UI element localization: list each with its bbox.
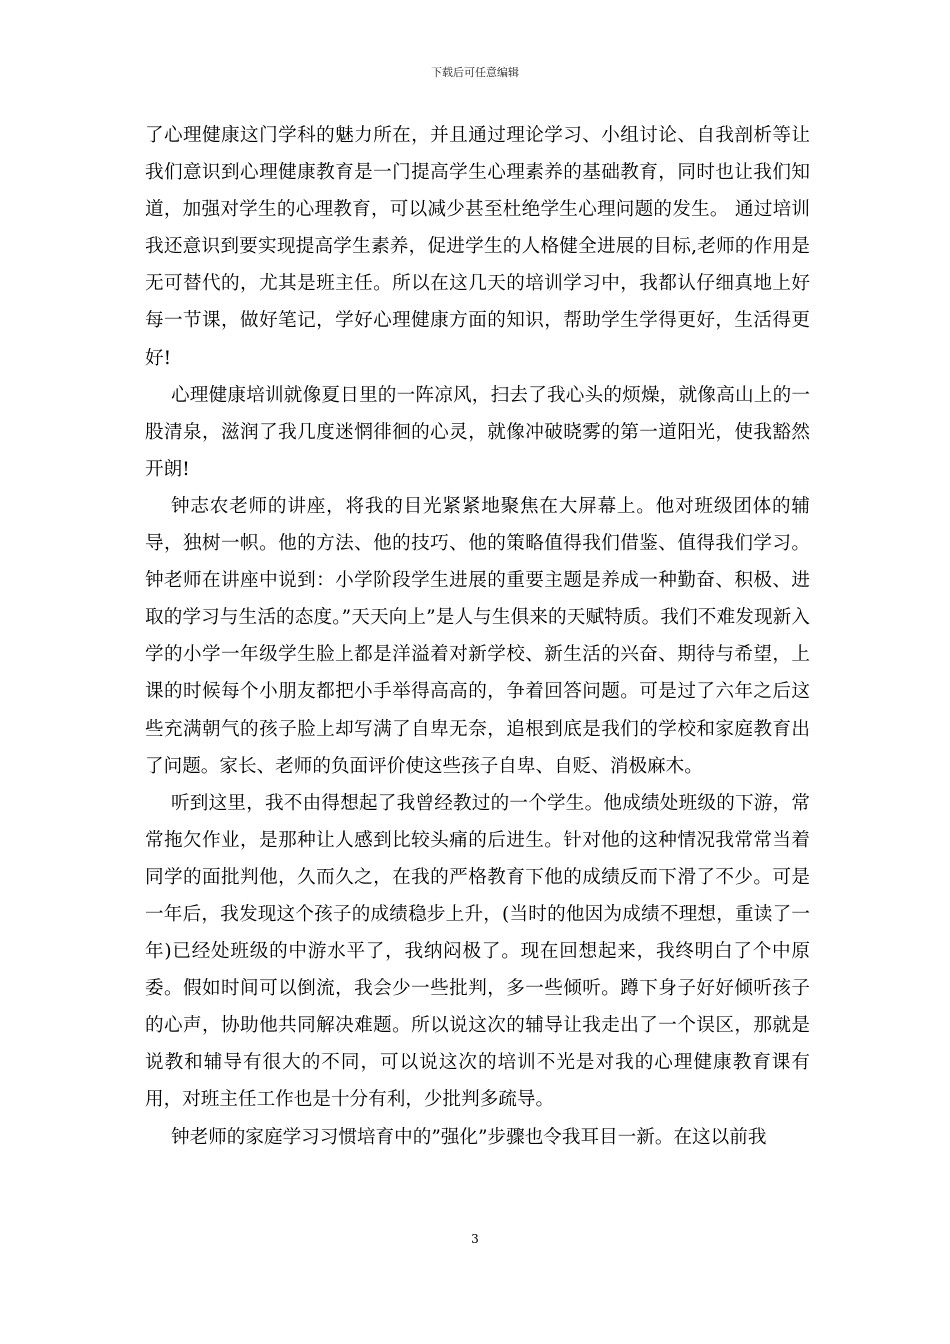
paragraph-4: 听到这里，我不由得想起了我曾经教过的一个学生。他成绩处班级的下游，常常拖欠作业，是那种让人感到比较头痛的后进生。针对他的这种情况我常常当着同学的面批判他，久而久之，在我的严格教育下他的成绩反而下滑了不少。可是一年后，我发现这个孩子的成绩稳步上升，(当时的他因为成绩不理想，重读了一年)已经处班级的中游水平了，我纳闷极了。现在回想起来，我终明白了个中原委。假如时间可以倒流，我会少一些批判，多一些倾听。蹲下身子好好倾听孩子的心声，协助他共同解决难题。所以说这次的辅导让我走出了一个误区，那就是说教和辅导有很大的不同，可以说这次的培训不光是对我的心理健康教育课有用，对班主任工作也是十分有利，少批判多疏导。 — [145, 792, 810, 1111]
paragraph-2: 心理健康培训就像夏日里的一阵凉风，扫去了我心头的烦燥，就像高山上的一股清泉，滋润了我几度迷惘徘徊的心灵，就像冲破晓雾的第一道阳光，使我豁然开朗! — [145, 384, 810, 480]
body-text — [145, 117, 810, 1156]
paragraph-5: 钟老师的家庭学习习惯培育中的”强化”步骤也令我耳目一新。在这以前我 — [171, 1126, 767, 1148]
page-number: 3 — [471, 1232, 479, 1246]
paragraph-3: 钟志农老师的讲座，将我的目光紧紧地聚焦在大屏幕上。他对班级团体的辅导，独树一帜。他的方法、他的技巧、他的策略值得我们借鉴、值得我们学习。钟老师在讲座中说到：小学阶段学生进展的重要主题是养成一种勤奋、积极、进取的学习与生活的态度。”天天向上”是人与生俱来的天赋特质。我们不难发现新入学的小学一年级学生脸上都是洋溢着对新学校、新生活的兴奋、期待与希望，上课的时候每个小朋友都把小手举得高高的，争着回答问题。可是过了六年之后这些充满朝气的孩子脸上却写满了自卑无奈，追根到底是我们的学校和家庭教育出了问题。家长、老师的负面评价使这些孩子自卑、自贬、消极麻木。 — [145, 495, 810, 777]
page-header: 下载后可任意编辑 — [431, 66, 519, 79]
paragraph-1: 了心理健康这门学科的魅力所在，并且通过理论学习、小组讨论、自我剖析等让我们意识到心理健康教育是一门提高学生心理素养的基础教育，同时也让我们知道，加强对学生的心理教育，可以减少甚至杜绝学生心理问题的发生。 通过培训我还意识到要实现提高学生素养，促进学生的人格健全进展的目标,老师的作用是无可替代的，尤其是班主任。所以在这几天的培训学习中，我都认仔细真地上好每一节课，做好笔记，学好心理健康方面的知识，帮助学生学得更好，生活得更好! — [145, 125, 810, 369]
